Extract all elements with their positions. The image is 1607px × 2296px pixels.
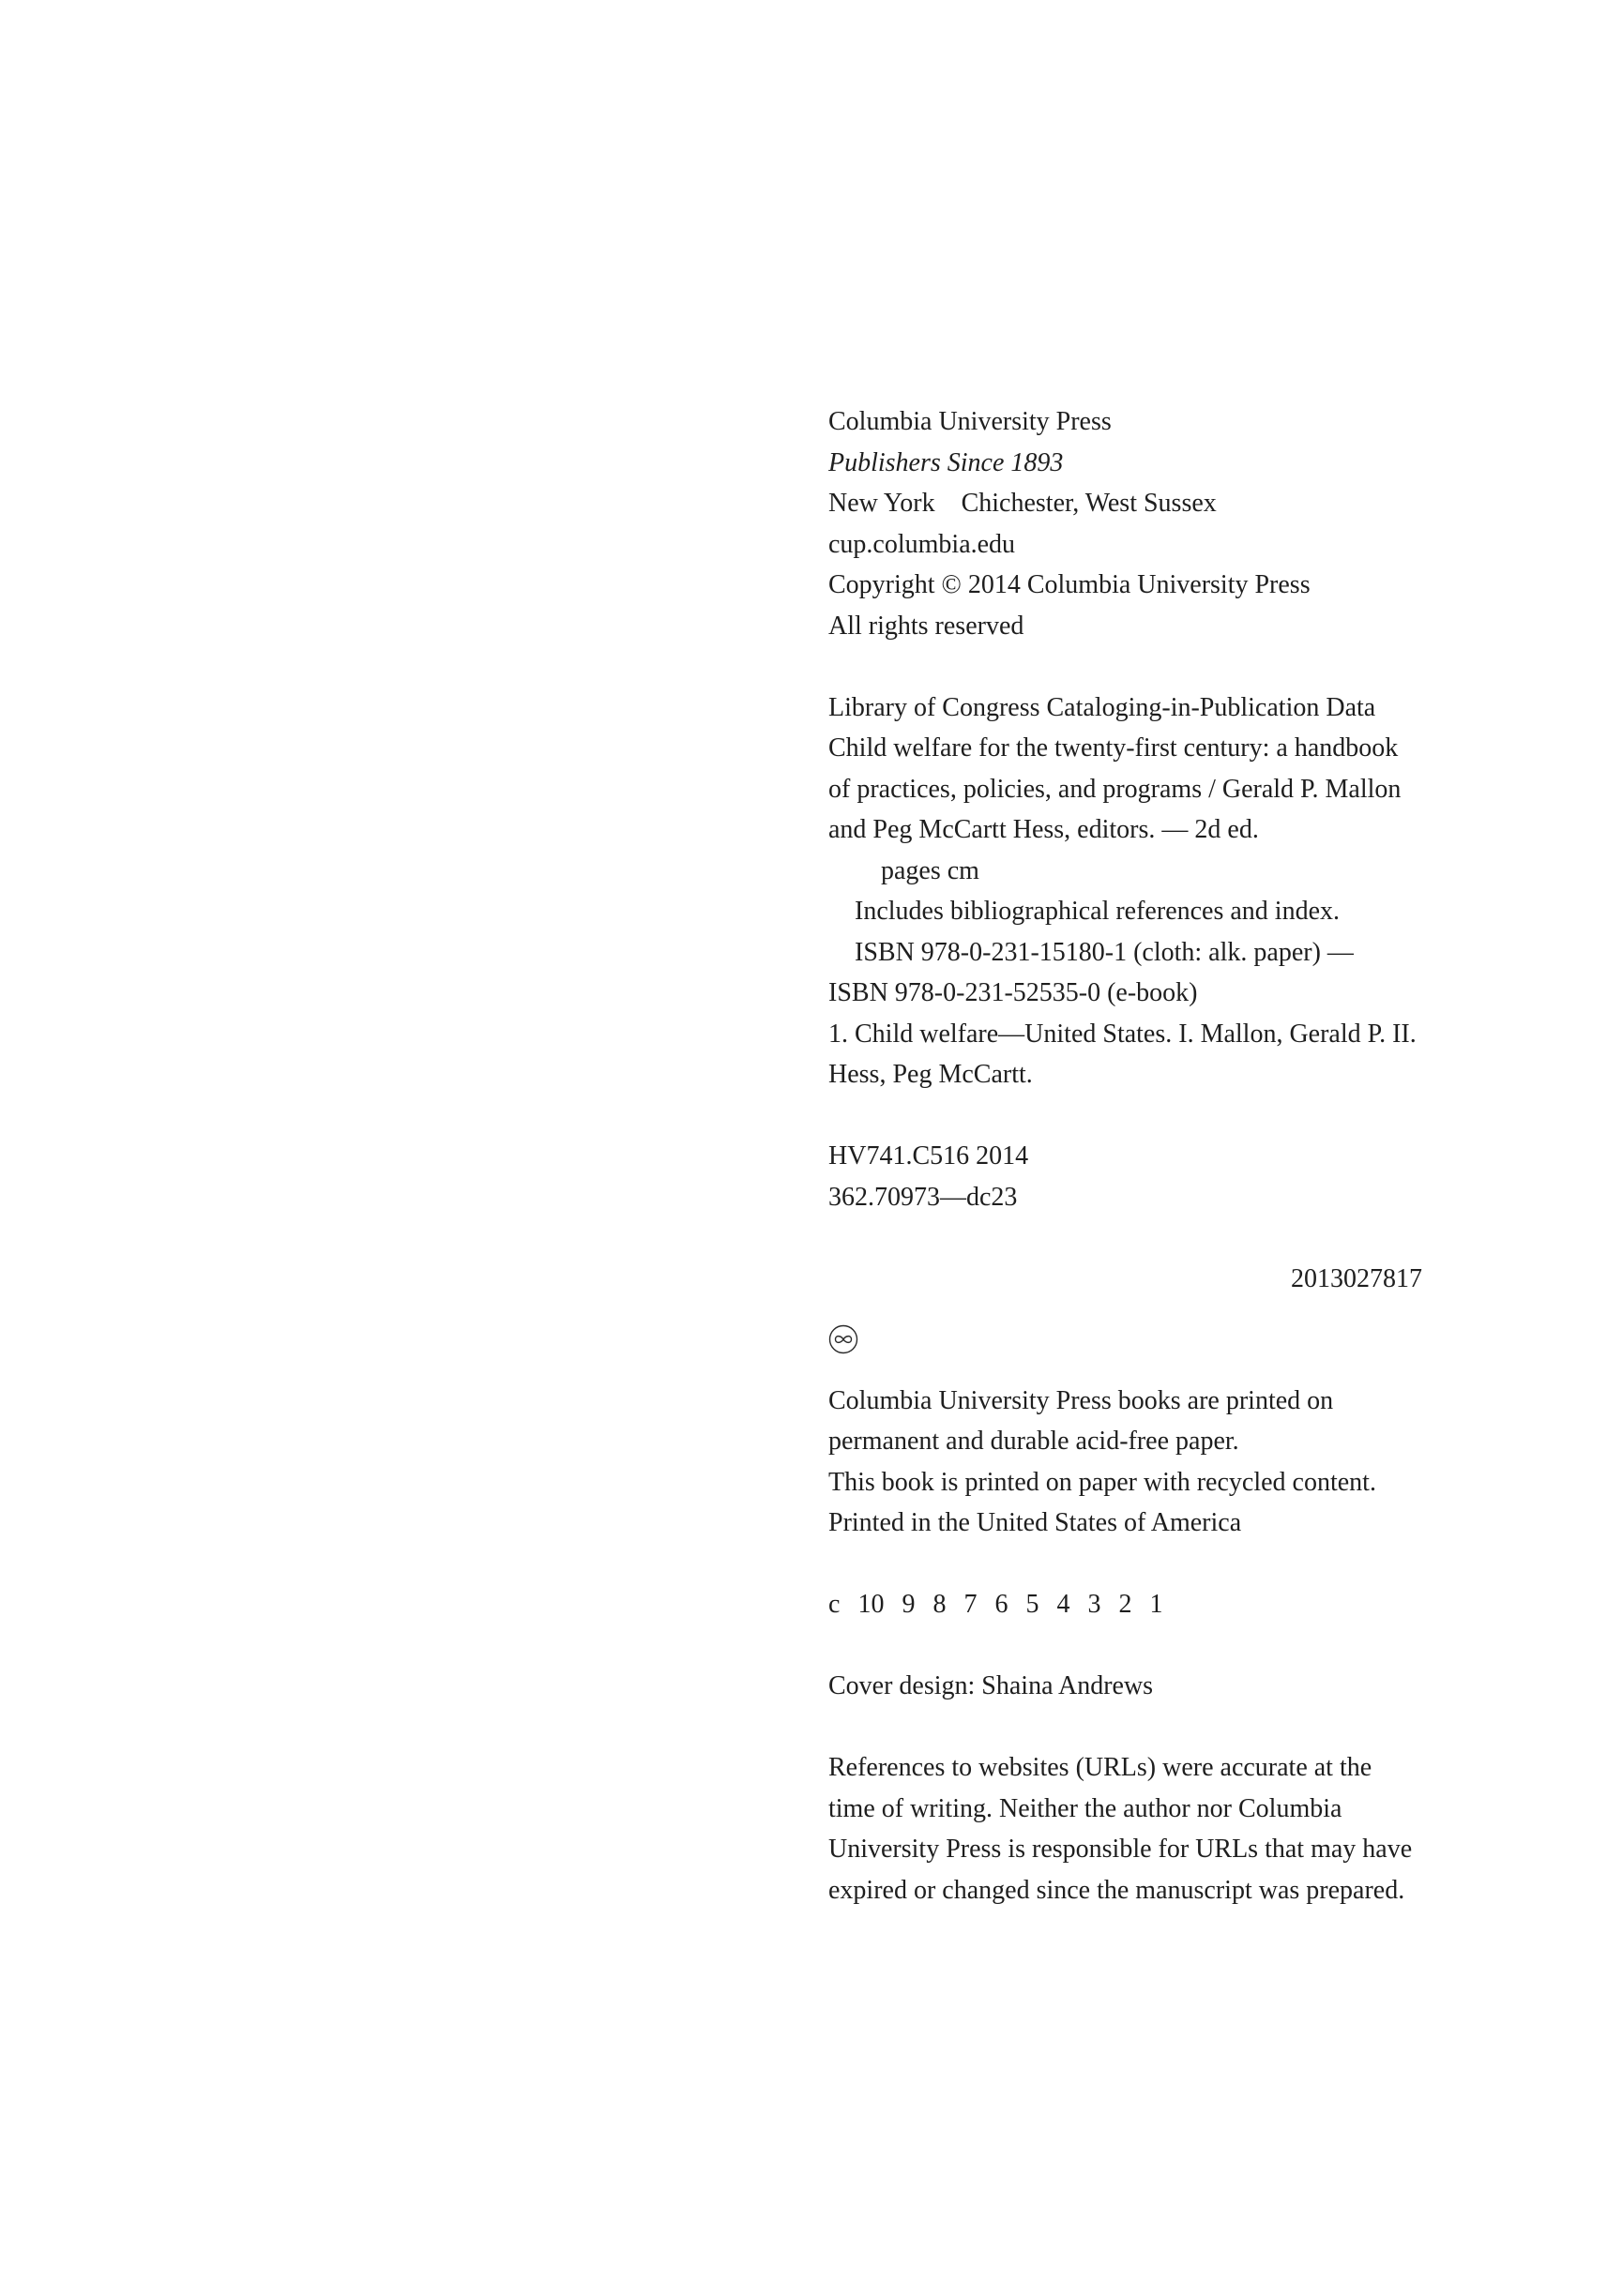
publisher-name: Columbia University Press (828, 407, 1112, 436)
cip-includes: Includes bibliographical references and index. (855, 897, 1341, 926)
printing-number: 6 (994, 1590, 1008, 1619)
printing-number: 2 (1118, 1590, 1132, 1619)
printing-number: 5 (1025, 1590, 1039, 1619)
cip-title-line: and Peg McCartt Hess, editors. — 2d ed. (828, 815, 1259, 844)
paper-statement-line: Printed in the United States of America (828, 1508, 1242, 1537)
publisher-cities (828, 483, 1429, 524)
cip-isbn-ebook: ISBN 978-0-231-52535-0 (e-book) (828, 978, 1198, 1007)
cip-title-line: Child welfare for the twenty-first century: a handbook (828, 733, 1399, 763)
cip-subject-line: Hess, Peg McCartt. (828, 1060, 1033, 1089)
cip-isbn-cloth: ISBN 978-0-231-15180-1 (cloth: alk. paper) — (855, 937, 1354, 967)
rights-reserved: All rights reserved (828, 611, 1024, 641)
url-disclaimer-line: University Press is responsible for URLs that may have (828, 1835, 1413, 1864)
printing-number: 8 (932, 1590, 947, 1619)
cip-title-line: of practices, policies, and programs / Gerald P. Mallon (828, 774, 1402, 804)
cip-pages: pages cm (881, 855, 979, 885)
cip-heading: Library of Congress Cataloging-in-Publication Data (828, 692, 1376, 722)
printing-number: 1 (1149, 1590, 1163, 1619)
city-new-york: New York (828, 489, 935, 518)
paper-statement-line: Columbia University Press books are printed on (828, 1385, 1334, 1415)
lccn-number: 2013027817 (1291, 1263, 1422, 1293)
city-chichester: Chichester, West Sussex (961, 489, 1217, 518)
dewey-classification: 362.70973—dc23 (828, 1182, 1018, 1212)
publisher-tagline: Publishers Since 1893 (828, 447, 1064, 477)
printing-line (828, 1584, 1429, 1625)
url-disclaimer-line: time of writing. Neither the author nor Columbia (828, 1793, 1342, 1823)
publisher-website: cup.columbia.edu (828, 529, 1016, 559)
paper-statement-line: This book is printed on paper with recycled content. (828, 1467, 1376, 1497)
cover-design-credit: Cover design: Shaina Andrews (828, 1671, 1154, 1700)
printing-number: 9 (902, 1590, 916, 1619)
url-disclaimer-line: expired or changed since the manuscript was prepared. (828, 1875, 1405, 1905)
copyright-notice: Copyright © 2014 Columbia University Press (828, 570, 1311, 599)
cip-subject-line: 1. Child welfare—United States. I. Mallon, Gerald P. II. (828, 1019, 1417, 1049)
printing-number: 7 (963, 1590, 978, 1619)
url-disclaimer-line: References to websites (URLs) were accurate at the (828, 1753, 1372, 1782)
lc-classification: HV741.C516 2014 (828, 1141, 1029, 1171)
printing-number: c (828, 1590, 841, 1619)
printing-number: 4 (1056, 1590, 1070, 1619)
printing-number: 10 (857, 1590, 885, 1619)
paper-statement-line: permanent and durable acid-free paper. (828, 1427, 1239, 1456)
printing-number: 3 (1087, 1590, 1101, 1619)
acid-free-infinity-icon (828, 1324, 858, 1354)
copyright-block (828, 401, 1429, 1911)
